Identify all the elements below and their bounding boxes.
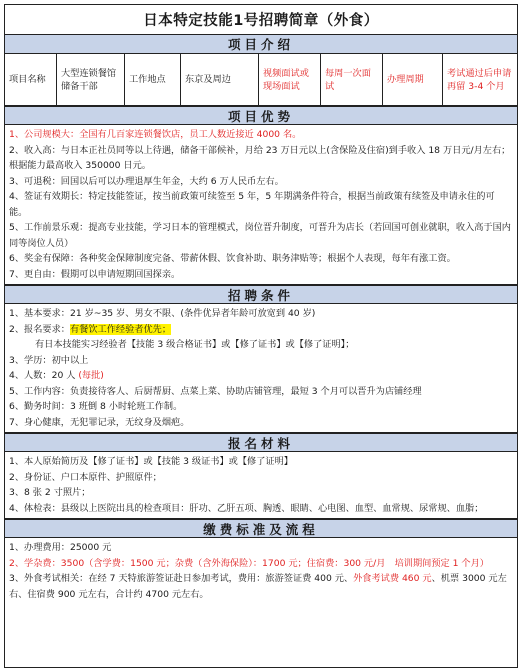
project-info-table [5, 54, 517, 106]
fee-processing: 1、办理费用：25000 元 [9, 542, 112, 553]
recruitment-sheet [4, 4, 518, 668]
requirement-application: 2、报名要求：有餐饮工作经验者优先； [9, 323, 172, 335]
work-location-label: 工作地点 [125, 54, 181, 105]
material-item: 2、身份证、户口本原件、护照原件； [9, 471, 162, 483]
processing-cycle-value: 考试通过后申请再留 3-4 个月 [447, 67, 512, 92]
requirement-education: 3、学历：初中以上 [9, 354, 89, 366]
requirements-list [5, 304, 517, 433]
advantage-item: 5、工作前景乐观：提高专业技能，学习日本的管理模式，岗位晋升制度，可晋升为店长（若回国可创业就职，收入高于国内同等岗位人员） [9, 222, 511, 249]
interview-method: 视频面试或现场面试 [259, 54, 321, 105]
section-header-requirements: 招聘条件 [5, 285, 517, 304]
requirement-health: 7、身心健康，无犯罪记录，无纹身及烟疤。 [9, 416, 190, 428]
advantage-item: 2、收入高：与日本正社员同等以上待遇，储备干部候补，月给 23 万日元以上(含保险及住宿)到手收入 18 万日元/月左右；根据能力最高收入 350000 日元。 [9, 144, 511, 171]
advantage-item: 4、签证有效期长：特定技能签证，按当前政策可续签至 5 年，5 年期满条件符合，根据当前政策有续签及申请永住的可能。 [9, 191, 495, 218]
requirement-job-content: 5、工作内容：负责接待客人、后厨帮厨、点菜上菜、协助店铺管理，最短 3 个月可以晋升为店铺经理 [9, 385, 422, 397]
requirement-work-hours: 6、勤务时间：3 班倒 8 小时轮班工作制。 [9, 401, 183, 412]
requirement-application-cont: 有日本技能实习经验者【技能 3 级合格证书】或【修了证书】或【修了证明】； [35, 339, 355, 350]
requirement-highlight: 有餐饮工作经验者优先； [69, 323, 172, 335]
advantages-list [5, 125, 517, 285]
interview-frequency: 每周一次面试 [321, 54, 383, 105]
fees-list [5, 538, 517, 604]
section-header-fees: 缴费标准及流程 [5, 519, 517, 538]
work-location-value: 东京及周边 [181, 54, 259, 105]
materials-list [5, 452, 517, 519]
advantage-item: 1、公司规模大：全国有几百家连锁餐饮店，员工人数近接近 4000 名。 [9, 129, 302, 140]
advantage-item: 3、可退税：回国以后可以办理退厚生年金，大约 6 万人民币左右。 [9, 175, 284, 187]
section-header-materials: 报名材料 [5, 433, 517, 452]
fee-tuition: 2、学杂费：3500（含学费：1500 元；杂费（含外海保险）：1700 元；住宿费：300 元/月 培训期间预定 1 个月） [9, 557, 489, 569]
material-item: 4、体检表：县级以上医院出具的检查项目：肝功、乙肝五项、胸透、眼睛、心电图、血型、血常规、尿常规、血脂； [9, 502, 484, 514]
project-name-label: 项目名称 [5, 54, 57, 105]
advantage-item: 7、更自由：假期可以申请短期回国探亲。 [9, 268, 181, 280]
page-title: 日本特定技能1号招聘简章（外食） [5, 5, 517, 35]
fee-exam: 3、外食考试相关：在经 7 天特旅游签证赴日参加考试，费用：旅游签证费 400 元、外食考试费 460 元、机票 3000 元左右、住宿费 900 元左右，合计约 4700 元左右。 [9, 573, 507, 600]
material-item: 1、本人原始简历及【修了证书】或【技能 3 级证书】或【修了证明】 [9, 456, 293, 467]
processing-cycle-label: 办理周期 [383, 54, 443, 105]
section-header-advantages: 项目优势 [5, 106, 517, 125]
requirement-headcount: 4、人数：20 人 (每批) [9, 370, 104, 381]
project-name-value: 大型连锁餐馆储备干部 [57, 54, 125, 105]
requirement-basic: 1、基本要求：21 岁~35 岁、男女不限、(条件优异者年龄可放宽到 40 岁) [9, 308, 316, 319]
material-item: 3、8 张 2 寸照片； [9, 487, 91, 498]
section-header-intro: 项目介绍 [5, 35, 517, 54]
advantage-item: 6、奖金有保障：各种奖金保障制度完备、带薪休假、饮食补助、职务津贴等；根据个人表现，每年有涨工资。 [9, 253, 456, 264]
